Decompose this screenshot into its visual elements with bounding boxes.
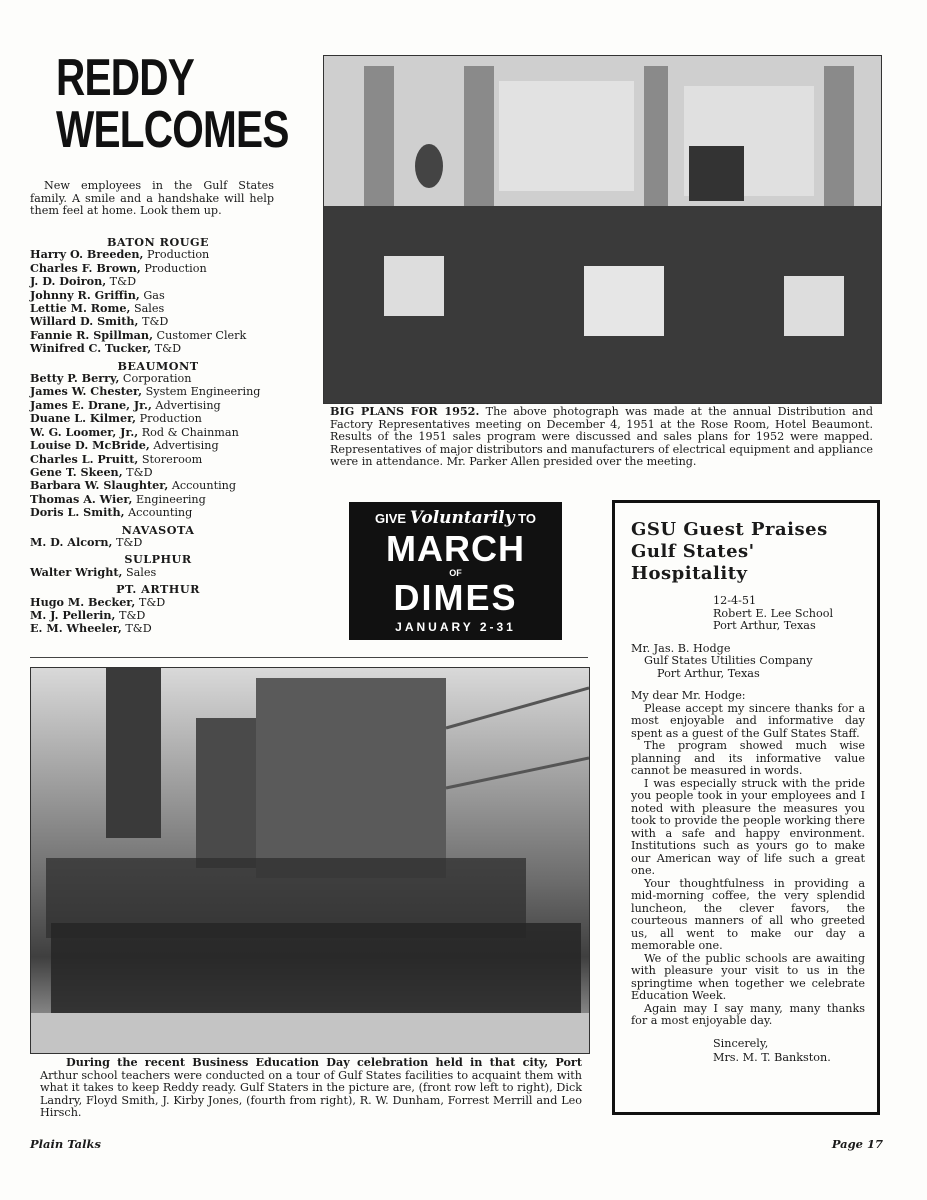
title-line: WELCOMES [56,101,289,159]
employee-entry [30,596,286,609]
employee-name: James W. Chester, [30,384,143,399]
employee-entry [30,493,286,506]
section-divider [30,657,588,658]
employee-department: T&D [126,465,153,479]
employee-entry [30,536,286,549]
letter-school: Robert E. Lee School [713,606,834,620]
employee-department: System Engineering [145,385,261,399]
employee-name: Walter Wright, [30,564,123,579]
employee-department: T&D [154,342,182,356]
employee-department: Production [139,412,202,426]
headline-line: Hospitality [631,563,748,584]
ad-of: OF [449,568,462,578]
employee-department: Storeroom [141,452,203,466]
ad-give-line [349,508,562,528]
guest-letter-box [612,500,880,1115]
ad-march: MARCH [386,528,525,569]
employee-department: Accounting [128,506,193,520]
letter-paragraph: Please accept my sincere thanks for a most enjoyable and informative day spent as a guest of the Gulf States Staff. [631,701,865,740]
employee-department: Sales [133,302,165,316]
letter-paragraph: I was especially struck with the pride you people took in your employees and I noted with pleasure the measures you took to provide the people working there with a safe and happy environment. Institutions such as yours go to make our American way of life such a great one. [631,776,865,877]
ad-dimes: DIMES [393,577,518,618]
employee-department: T&D [142,315,169,329]
employee-entry [30,315,286,328]
employee-entry [30,453,286,466]
employee-entry [30,412,286,425]
employee-department: T&D [109,275,137,289]
employee-department: T&D [138,595,166,609]
letter-signature: Mrs. M. T. Bankston. [713,1051,831,1064]
letter-addressee: Mr. Jas. B. Hodge [631,641,731,655]
headline-line: GSU Guest Praises [631,519,828,540]
employee-entry [30,439,286,452]
employee-department: Engineering [135,492,206,506]
employee-name: Thomas A. Wier, [30,491,133,506]
employee-entry [30,342,286,355]
employee-name: M. D. Alcorn, [30,534,113,549]
employee-entry [30,622,286,635]
employee-department: Rod & Chainman [141,425,239,439]
employee-entry [30,289,286,302]
headline-line: Gulf States' [631,541,755,562]
letter-body [631,595,865,1065]
caption-lead: During the recent Business Education Day celebration held in that city, Port [66,1055,582,1069]
new-employee-list [30,236,286,636]
caption-lead: BIG PLANS FOR 1952. [330,404,480,418]
employee-department: T&D [115,535,143,549]
tour-caption [40,1056,582,1120]
city-heading: BEAUMONT [117,358,199,373]
banquet-photo-illustration [324,56,881,403]
letter-paragraph: The program showed much wise planning and its informative value cannot be measured in words. [631,739,865,777]
ad-give: GIVE [375,511,407,526]
page-title [56,49,289,159]
caption-text: The above photograph was made at the annual Distribution and Factory Representatives meeting on December 4, 1951 at the Rose Room, Hotel Beaumont. Results of the 1951 sales program were discussed and sales plans for 1952 were mapped. Representatives of major distributors and manufacturers of electrical equipment and appliance were in attendance. Mr. Parker Allen presided over the meeting. [330,405,873,469]
employee-name: M. J. Pellerin, [30,607,116,622]
city-heading: NAVASOTA [121,522,195,537]
employee-entry [30,302,286,315]
employee-name: Betty P. Berry, [30,371,120,386]
banquet-caption [330,405,873,469]
teachers-tour-photo [30,667,590,1054]
employee-name: W. G. Loomer, Jr., [30,424,139,439]
employee-entry [30,262,286,275]
employee-name: Winifred C. Tucker, [30,341,152,356]
city-heading: SULPHUR [124,552,192,567]
employee-name: Doris L. Smith, [30,505,125,520]
employee-department: Production [147,248,210,262]
employee-entry [30,609,286,622]
intro-text: New employees in the Gulf States family. A smile and a handshake will help them feel at home. Look them up. [30,179,274,217]
city-heading: BATON ROUGE [106,235,210,249]
employee-name: Duane L. Kilmer, [30,411,137,426]
letter-paragraph: Again may I say many, many thanks for a most enjoyable day. [631,1001,865,1027]
employee-entry [30,248,286,261]
employee-department: Corporation [122,372,192,386]
employee-name: Gene T. Skeen, [30,464,123,479]
employee-name: Johnny R. Griffin, [30,287,140,302]
employee-department: Advertising [155,398,221,412]
employee-name: J. D. Doiron, [30,274,107,289]
employee-entry [30,566,286,579]
employee-name: Barbara W. Slaughter, [30,478,169,493]
ad-voluntarily: Voluntarily [409,508,515,528]
employee-name: Fannie R. Spillman, [30,327,153,342]
letter-paragraph: We of the public schools are awaiting with pleasure your visit to us in the springtime when together we celebrate Education Week. [631,951,865,1002]
employee-name: Charles L. Pruitt, [30,451,139,466]
letter-company-city: Port Arthur, Texas [657,666,760,680]
employee-entry [30,426,286,439]
employee-entry [30,385,286,398]
letter-school-city: Port Arthur, Texas [713,619,816,632]
employee-name: Lettie M. Rome, [30,301,131,316]
employee-department: Customer Clerk [156,328,247,342]
employee-department: Advertising [153,439,219,453]
page-number: Page 17 [831,1137,883,1151]
letter-paragraph: Your thoughtfulness in providing a mid-morning coffee, the very splendid luncheon, the clever favors, the courteous manners of all who greeted us, all went to make our day a memorable one. [631,876,865,952]
letter-company: Gulf States Utilities Company [644,654,813,667]
employee-department: T&D [125,622,152,636]
employee-entry [30,479,286,492]
publication-name: Plain Talks [30,1137,101,1151]
employee-department: Sales [125,565,157,579]
march-of-dimes-ad [349,502,562,640]
employee-department: Production [144,261,207,275]
employee-entry [30,506,286,519]
employee-name: Willard D. Smith, [30,314,139,329]
caption-text: Arthur school teachers were conducted on a tour of Gulf States facilities to acquaint them with what it takes to keep Reddy ready. Gulf Staters in the picture are, (front row left to right), Dick Landry, Floyd Smith, J. Kirby Jones, (fourth from right), R. W. Dunham, Forrest Merrill and Leo Hirsch. [40,1068,582,1119]
employee-name: Charles F. Brown, [30,260,141,275]
employee-entry [30,399,286,412]
employee-name: Hugo M. Becker, [30,594,136,609]
employee-department: Gas [143,288,165,302]
letter-salutation: My dear Mr. Hodge: [631,689,746,702]
ad-to: TO [518,511,536,526]
employee-name: Louise D. McBride, [30,438,150,453]
employee-entry [30,275,286,288]
employee-department: Accounting [171,479,237,493]
employee-department: T&D [118,608,146,622]
letter-headline [631,519,828,585]
title-line: REDDY [56,49,195,107]
letter-date: 12-4-51 [713,594,757,607]
employee-entry [30,466,286,479]
employee-name: Harry O. Breeden, [30,247,144,262]
teachers-tour-illustration [31,668,589,1053]
employee-entry [30,372,286,385]
banquet-photo [323,55,882,404]
ad-dates: JANUARY 2-31 [395,620,516,634]
employee-entry [30,329,286,342]
employee-name: E. M. Wheeler, [30,621,122,636]
letter-closing: Sincerely, [713,1036,769,1050]
employee-name: James E. Drane, Jr., [30,397,152,412]
city-heading: PT. ARTHUR [116,582,200,597]
